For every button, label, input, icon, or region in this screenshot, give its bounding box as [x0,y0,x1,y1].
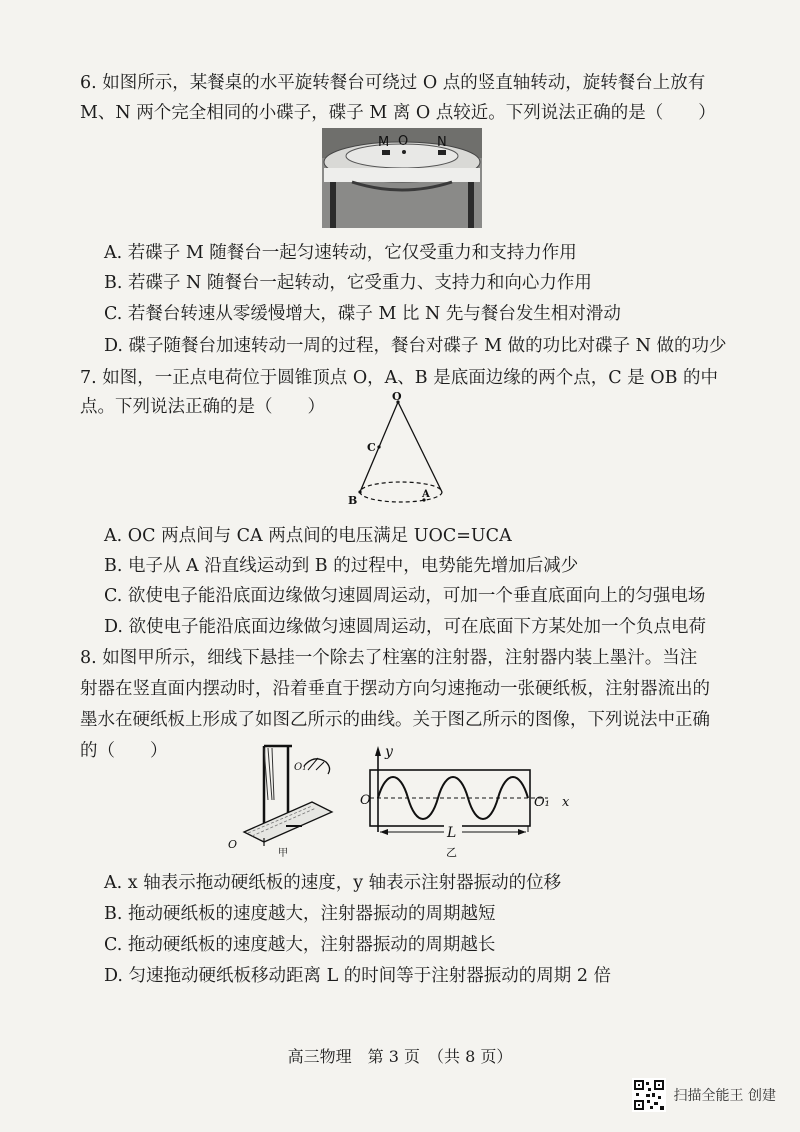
yi-label-o1: O₁ [534,795,550,810]
cone-label-a: A [422,489,430,500]
q8-stem-line4: 的（ ） [80,741,168,761]
q8-stem-line3: 墨水在硬纸板上形成了如图乙所示的曲线。关于图乙所示的图像，下列说法中正确 [80,710,710,730]
q6-option-c: C. 若餐台转速从零缓慢增大，碟子 M 比 N 先与餐台发生相对滑动 [104,304,621,324]
jia-label-o: O [228,838,238,851]
scanner-brand [632,1078,776,1112]
table-leg-right [468,182,474,228]
yi-label-l: L [447,825,457,841]
page-footer: 高三物理 第 3 页 （共 8 页） [287,1047,513,1066]
q6-turntable-photo [322,128,482,228]
axis-point-o [402,150,406,154]
q8-option-b: B. 拖动硬纸板的速度越大，注射器振动的周期越短 [104,904,496,924]
photo-label-m: M [378,135,390,150]
photo-label-o: O [398,134,409,149]
q6-option-b: B. 若碟子 N 随餐台一起转动，它受重力、支持力和向心力作用 [104,273,592,293]
q6-stem-line2: M、N 两个完全相同的小碟子，碟子 M 离 O 点较近。下列说法正确的是（ ） [80,103,716,123]
q7-stem-line2: 点。下列说法正确的是（ ） [80,397,325,417]
dish-m [382,150,390,155]
yi-label-y: y [385,744,393,760]
yi-caption: 乙 [446,846,457,859]
q8-option-d: D. 匀速拖动硬纸板移动距离 L 的时间等于注射器振动的周期 2 倍 [104,966,612,986]
q8-option-c: C. 拖动硬纸板的速度越大，注射器振动的周期越长 [104,935,496,955]
cone-label-o: O [392,390,402,403]
q8-stem-line2: 射器在竖直面内摆动时，沿着垂直于摆动方向匀速拖动一张硬纸板，注射器流出的 [80,679,710,699]
qr-code-icon [632,1078,666,1112]
jia-caption: 甲 [278,848,288,859]
q7-cone-figure [340,388,460,512]
cone-label-c: C [367,441,376,454]
jia-label-o1: O₁ [294,762,307,773]
q8-stem-line1: 8. 如图甲所示，细线下悬挂一个除去了柱塞的注射器，注射器内装上墨汁。当注 [80,648,698,668]
q7-option-c: C. 欲使电子能沿底面边缘做匀速圆周运动，可加一个垂直底面向上的匀强电场 [104,586,706,606]
scanner-brand-text: 扫描全能王 创建 [673,1088,776,1104]
q8-option-a: A. x 轴表示拖动硬纸板的速度，y 轴表示注射器振动的位移 [104,873,562,893]
q7-option-d: D. 欲使电子能沿底面边缘做匀速圆周运动，可在底面下方某处加一个负点电荷 [104,617,707,637]
q6-option-a: A. 若碟子 M 随餐台一起匀速转动，它仅受重力和支持力作用 [104,243,577,263]
q7-stem-line1: 7. 如图，一正点电荷位于圆锥顶点 O，A、B 是底面边缘的两个点，C 是 OB 的中 [80,368,719,388]
yi-label-o: O [360,793,371,808]
table-leg-left [330,182,336,228]
q7-option-b: B. 电子从 A 沿直线运动到 B 的过程中，电势能先增加后减少 [104,556,579,576]
dish-n [438,150,446,155]
q8-figure-yi [348,740,578,860]
q6-option-d: D. 碟子随餐台加速转动一周的过程，餐台对碟子 M 做的功比对碟子 N 做的功少 [104,336,727,356]
q6-stem-line1: 6. 如图所示，某餐桌的水平旋转餐台可绕过 O 点的竖直轴转动，旋转餐台上放有 [80,73,706,93]
cone-label-b: B [348,494,358,507]
yi-label-x: x [562,795,570,810]
q7-option-a: A. OC 两点间与 CA 两点间的电压满足 UOC=UCA [104,526,512,546]
photo-label-n: N [437,135,447,150]
q8-figure-jia [220,740,350,860]
